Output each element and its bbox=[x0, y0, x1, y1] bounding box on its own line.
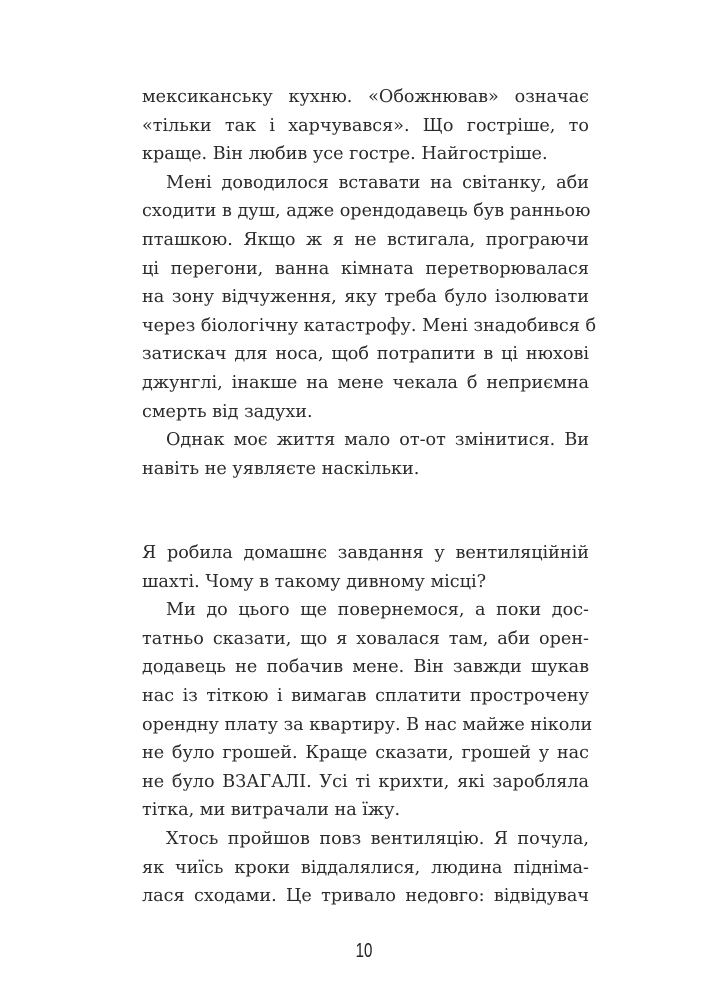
text-line: ці перегони, ванна кімната перетворювалася bbox=[142, 258, 589, 279]
page-number: 10 bbox=[355, 940, 373, 962]
text-line: Хтось пройшов повз вентиляцію. Я почула, bbox=[166, 828, 589, 849]
text-line: нас із тіткою і вимагав сплатити прострочену bbox=[142, 685, 589, 706]
text-line: Мені доводилося вставати на світанку, аби bbox=[166, 172, 589, 193]
text-line: орендну плату за квартиру. В нас майже ніколи bbox=[142, 714, 593, 735]
text-line: не було ВЗАГАЛІ. Усі ті крихти, які заробляла bbox=[142, 771, 589, 792]
text-line: на зону відчуження, яку треба було ізолювати bbox=[142, 287, 589, 308]
text-line: «тільки так і харчувався». Що гостріше, то bbox=[142, 115, 589, 136]
text-line: тітка, ми витрачали на їжу. bbox=[142, 800, 401, 821]
text-line: смерть від задухи. bbox=[142, 401, 313, 422]
text-line: Я робила домашнє завдання у вентиляційній bbox=[142, 543, 589, 563]
text-section-2 bbox=[142, 539, 593, 911]
text-line: сходити в душ, адже орендодавець був ранньою bbox=[142, 201, 591, 222]
text-line: краще. Він любив усе гостре. Найгостріше. bbox=[142, 144, 548, 165]
text-line: пташкою. Якщо ж я не встигала, програючи bbox=[142, 229, 589, 250]
text-line: татньо сказати, що я ховалася там, аби орен- bbox=[142, 628, 589, 649]
text-line: Однак моє життя мало от-от змінитися. Ви bbox=[166, 430, 589, 451]
text-line: додавець не побачив мене. Він завжди шукав bbox=[142, 657, 589, 678]
text-line: джунглі, інакше на мене чекала б неприємна bbox=[142, 372, 589, 393]
text-line: мексиканську кухню. «Обожнював» означає bbox=[142, 87, 589, 107]
text-line: затискач для носа, щоб потрапити в ці нюхові bbox=[142, 344, 589, 365]
text-line: навіть не уявляєте наскільки. bbox=[142, 458, 420, 479]
text-line: Ми до цього ще повернемося, а поки дос- bbox=[166, 600, 589, 621]
text-line: як чиїсь кроки віддалялися, людина підніма- bbox=[142, 857, 589, 878]
text-section-1 bbox=[142, 83, 597, 483]
text-line: через біологічну катастрофу. Мені знадобився б bbox=[142, 315, 597, 336]
text-line: не було грошей. Краще сказати, грошей у нас bbox=[142, 743, 589, 764]
text-line: лася сходами. Це тривало недовго: відвідувач bbox=[142, 886, 589, 907]
text-line: шахті. Чому в такому дивному місці? bbox=[142, 571, 487, 592]
